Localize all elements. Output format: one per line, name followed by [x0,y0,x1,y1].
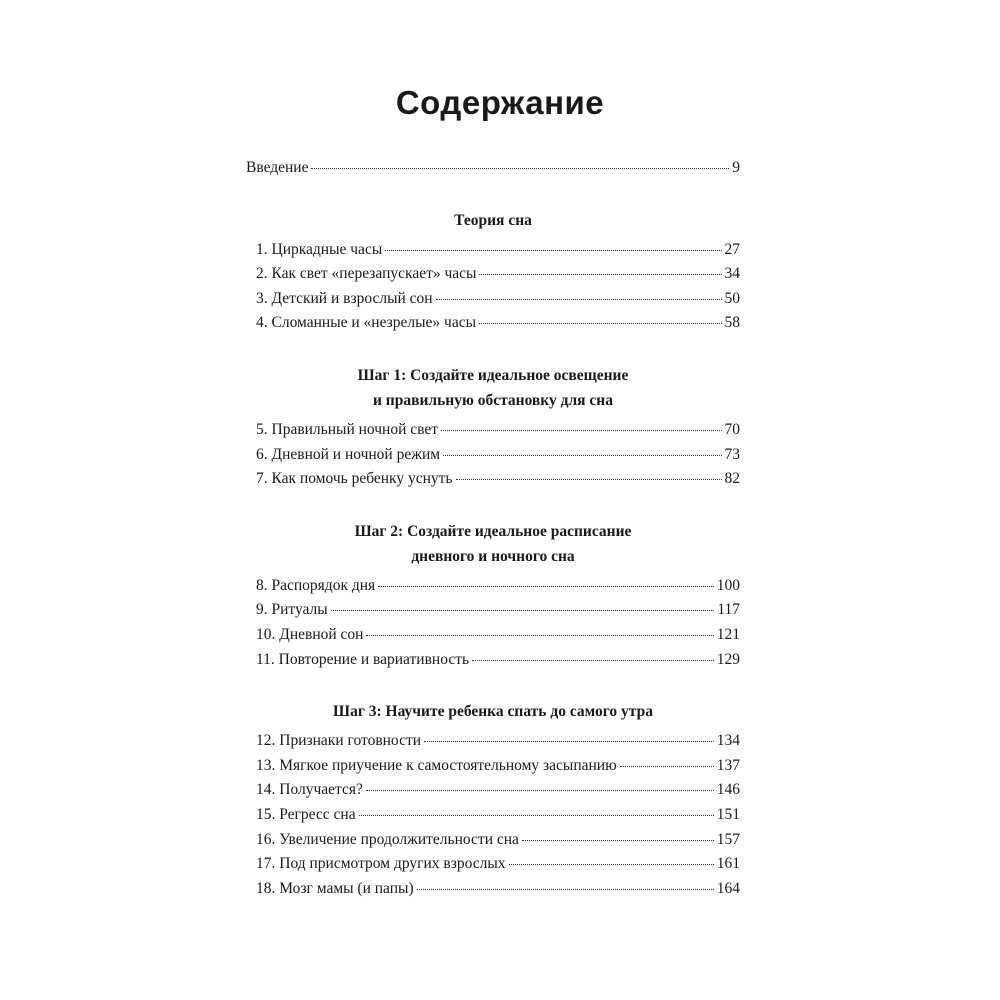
section-heading-line: и правильную обстановку для сна [373,391,613,409]
dot-leader [441,430,721,431]
section-heading [246,339,740,421]
toc-entry-page: 161 [716,855,740,873]
dot-leader [331,610,715,611]
toc-entry-label: 15. Регресс сна [256,805,356,823]
toc-entry-page: 164 [716,879,740,897]
toc-entry-page: 100 [716,576,740,594]
toc-entry-page: 27 [724,240,740,258]
toc-entry[interactable] [246,806,740,831]
toc-entry-label: 6. Дневной и ночной режим [256,445,441,463]
toc-entry-page: 9 [732,159,740,176]
toc-entry-label: 14. Получается? [256,781,363,799]
toc-entry-label: 1. Циркадные часы [256,240,383,258]
dot-leader [424,741,714,742]
dot-leader [385,250,721,251]
page-title: Содержание [395,84,605,121]
section-heading-line: дневного и ночного сна [411,547,575,565]
dot-leader [472,660,714,661]
toc-entry-label: 2. Как свет «перезапускает» часы [256,265,477,283]
toc-entry[interactable] [246,757,740,782]
toc-entry[interactable] [246,831,740,856]
toc-entry-page: 73 [724,445,740,463]
toc-entry[interactable] [246,314,740,339]
toc-entry-label: 9. Ритуалы [256,601,328,619]
dot-leader [436,299,722,300]
dot-leader [479,323,721,324]
section-heading-line: Шаг 1: Создайте идеальное освещение [357,366,629,384]
section-heading [246,495,740,577]
toc-entry-page: 70 [724,420,740,438]
toc-entry[interactable] [246,241,740,266]
toc-entry[interactable] [246,290,740,315]
toc-entry-label: 7. Как помочь ребенку уснуть [256,470,453,488]
toc-entry[interactable] [246,855,740,880]
dot-leader [509,864,714,865]
dot-leader [366,635,713,636]
toc-entry[interactable] [246,446,740,471]
toc-entry[interactable] [246,421,740,446]
toc-entry-page: 121 [716,625,740,643]
dot-leader [620,766,714,767]
toc-entry-label: 10. Дневной сон [256,625,364,643]
toc-entry-label: 11. Повторение и вариативность [256,650,470,668]
toc-entry-page: 151 [716,805,740,823]
toc-entry[interactable] [246,651,740,676]
toc-entry[interactable] [246,601,740,626]
section-heading-line: Шаг 2: Создайте идеальное расписание [354,522,632,540]
toc-entry[interactable] [246,781,740,806]
section-heading [246,184,740,241]
table-of-contents [246,159,740,904]
toc-entry[interactable] [246,470,740,495]
toc-entry-label: 8. Распорядок дня [256,576,376,594]
toc-entry-label: Введение [246,159,309,176]
dot-leader [522,840,714,841]
toc-entry-label: 18. Мозг мамы (и папы) [256,879,414,897]
toc-entry-intro[interactable] [246,159,740,184]
dot-leader [456,479,722,480]
toc-entry[interactable] [246,626,740,651]
toc-entry-page: 58 [724,314,740,332]
toc-entry-label: 5. Правильный ночной свет [256,420,439,438]
dot-leader [443,455,721,456]
dot-leader [479,274,721,275]
toc-entry-page: 129 [716,650,740,668]
toc-entry-page: 50 [724,289,740,307]
dot-leader [366,790,714,791]
toc-entry-page: 157 [716,830,740,848]
toc-sections [246,184,740,905]
dot-leader [311,168,729,169]
toc-entry-page: 146 [716,781,740,799]
toc-entry-label: 12. Признаки готовности [256,732,422,750]
toc-entry-page: 82 [724,470,740,488]
toc-entry[interactable] [246,732,740,757]
toc-entry-label: 4. Сломанные и «незрелые» часы [256,314,477,332]
toc-entry[interactable] [246,265,740,290]
toc-entry-label: 3. Детский и взрослый сон [256,289,433,307]
toc-entry[interactable] [246,880,740,905]
toc-entry-label: 13. Мягкое приучение к самостоятельному засыпанию [256,756,617,774]
toc-entry-label: 17. Под присмотром других взрослых [256,855,506,873]
section-heading [246,675,740,732]
toc-entry-page: 137 [716,756,740,774]
toc-entry-page: 134 [716,732,740,750]
toc-entry[interactable] [246,577,740,602]
dot-leader [378,586,714,587]
dot-leader [359,815,714,816]
toc-entry-page: 34 [724,265,740,283]
section-heading-line: Шаг 3: Научите ребенка спать до самого утра [333,703,653,721]
section-heading-line: Теория сна [454,211,532,229]
toc-entry-page: 117 [717,601,740,619]
dot-leader [417,889,714,890]
toc-entry-label: 16. Увеличение продолжительности сна [256,830,519,848]
